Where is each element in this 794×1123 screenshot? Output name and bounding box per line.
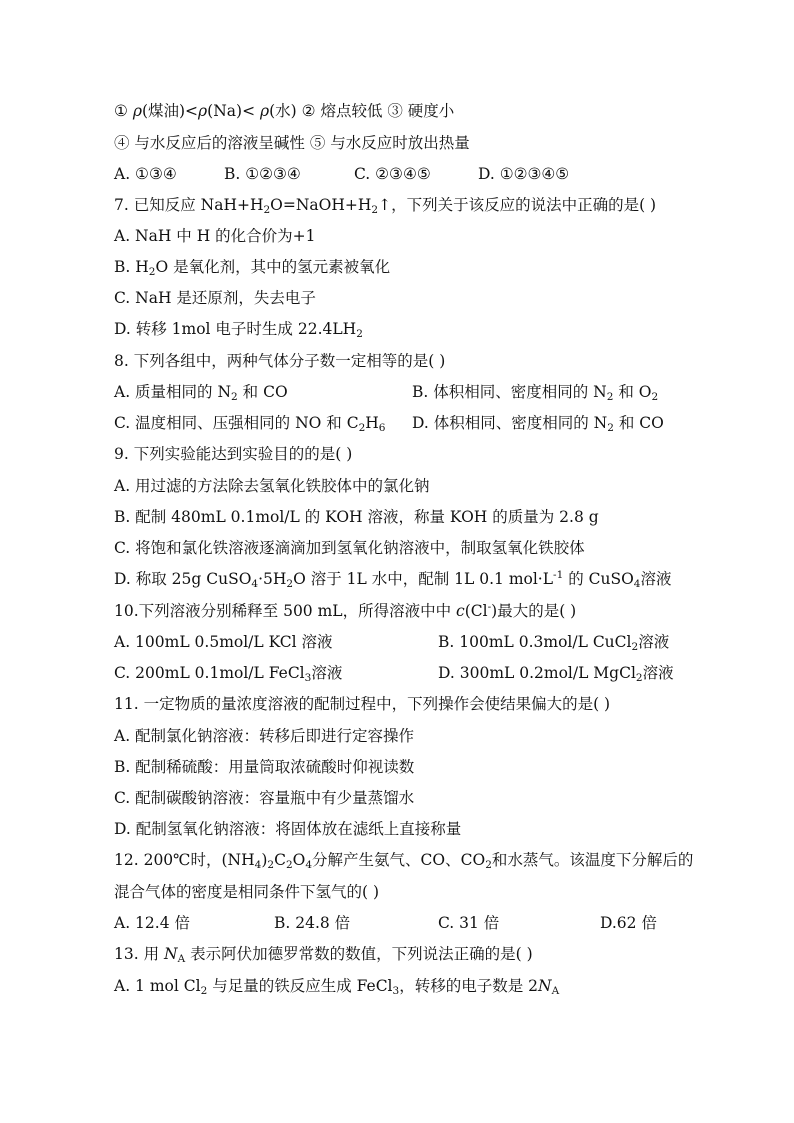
q11-option-d: D. 配制氢氧化钠溶液：将固体放在滤纸上直接称量 xyxy=(114,820,462,838)
q12-option-a: A. 12.4 倍 xyxy=(114,914,190,932)
q12-option-d: D.62 倍 xyxy=(600,914,657,932)
q11-option-a: A. 配制氯化钠溶液：转移后即进行定容操作 xyxy=(114,727,415,745)
q12-option-c: C. 31 倍 xyxy=(438,914,500,932)
q11-option-b: B. 配制稀硫酸：用量筒取浓硫酸时仰视读数 xyxy=(114,758,415,776)
q13-option-a: A. 1 mol $Cl_2$ 与足量的铁反应生成 FeCl$_3$，转移的电子数是 $2N_A$ xyxy=(114,977,560,997)
q12-stem-line-2: 混合气体的密度是相同条件下氢气的( ) xyxy=(114,883,380,901)
q10-option-d: D. 300mL 0.2mol/L MgCl$_2$溶液 xyxy=(438,664,674,684)
q7-option-c: C. NaH 是还原剂，失去电子 xyxy=(114,289,316,307)
q10-option-c: C. 200mL 0.1mol/L FeCl$_3$溶液 xyxy=(114,664,343,684)
property-list-line-1: ① ρ(煤油)<ρ(Na)< ρ(水) ② 熔点较低 ③ 硬度小 xyxy=(114,102,455,120)
q8-option-a: A. 质量相同的 $N_2$ 和 CO xyxy=(114,383,288,403)
q11-option-c: C. 配制碳酸钠溶液：容量瓶中有少量蒸馏水 xyxy=(114,789,415,807)
q7-option-b: B. $H_2O$ 是氧化剂，其中的氢元素被氧化 xyxy=(114,258,391,278)
q11-stem: 11. 一定物质的量浓度溶液的配制过程中，下列操作会使结果偏大的是( ) xyxy=(114,695,611,713)
q10-option-a: A. 100mL 0.5mol/L KCl 溶液 xyxy=(114,633,333,651)
q7-stem: 7. 已知反应 $NaH+H_2O=NaOH+H_2↑$，下列关于该反应的说法中正确的是( ) xyxy=(114,196,657,216)
q9-stem: 9. 下列实验能达到实验目的的是( ) xyxy=(114,445,353,463)
q8-option-c: C. 温度相同、压强相同的 NO 和 $C_2H_6$ xyxy=(114,414,386,434)
option-b: B. ①②③④ xyxy=(224,165,301,183)
q9-option-d: D. 称取 25g $CuSO_4\cdot 5H_2O$ 溶于 1L 水中，配制 1L 0.1 $mol\cdot L^{-1}$ 的 CuSO$_4$溶液 xyxy=(114,569,672,590)
q10-stem: 10.下列溶液分别稀释至 500 mL，所得溶液中中 c(Cl-)最大的是( ) xyxy=(114,601,577,620)
q7-option-a: A. NaH 中 H 的化合价为+1 xyxy=(114,227,316,245)
q13-stem: 13. 用 $N_A$ 表示阿伏加德罗常数的数值，下列说法正确的是( ) xyxy=(114,945,533,965)
q9-option-a: A. 用过滤的方法除去氢氧化铁胶体中的氯化钠 xyxy=(114,477,430,495)
property-list-line-2: ④ 与水反应后的溶液呈碱性 ⑤ 与水反应时放出热量 xyxy=(114,134,470,152)
option-d: D. ①②③④⑤ xyxy=(478,165,570,183)
q9-option-b: B. 配制 480mL 0.1mol/L 的 KOH 溶液，称量 KOH 的质量为 2.8 g xyxy=(114,508,599,526)
q7-option-d: D. 转移 1mol 电子时生成 $22.4LH_2$ xyxy=(114,320,363,340)
q12-option-b: B. 24.8 倍 xyxy=(274,914,351,932)
q8-option-b: B. 体积相同、密度相同的 $N_2$ 和 $O_2$ xyxy=(412,383,659,403)
option-c: C. ②③④⑤ xyxy=(354,165,431,183)
q12-stem-line-1: 12. 200℃时，$(NH_4)_2C_2O_4$分解产生氨气、CO、$CO_2$和水蒸气。该温度下分解后的 xyxy=(114,851,694,871)
option-a: A. ①③④ xyxy=(114,165,177,183)
q9-option-c: C. 将饱和氯化铁溶液逐滴滴加到氢氧化钠溶液中，制取氢氧化铁胶体 xyxy=(114,539,585,557)
q10-option-b: B. 100mL 0.3mol/L CuCl$_2$溶液 xyxy=(438,633,670,653)
q8-stem: 8. 下列各组中，两种气体分子数一定相等的是( ) xyxy=(114,352,446,370)
q8-option-d: D. 体积相同、密度相同的 $N_2$ 和 CO xyxy=(412,414,664,434)
